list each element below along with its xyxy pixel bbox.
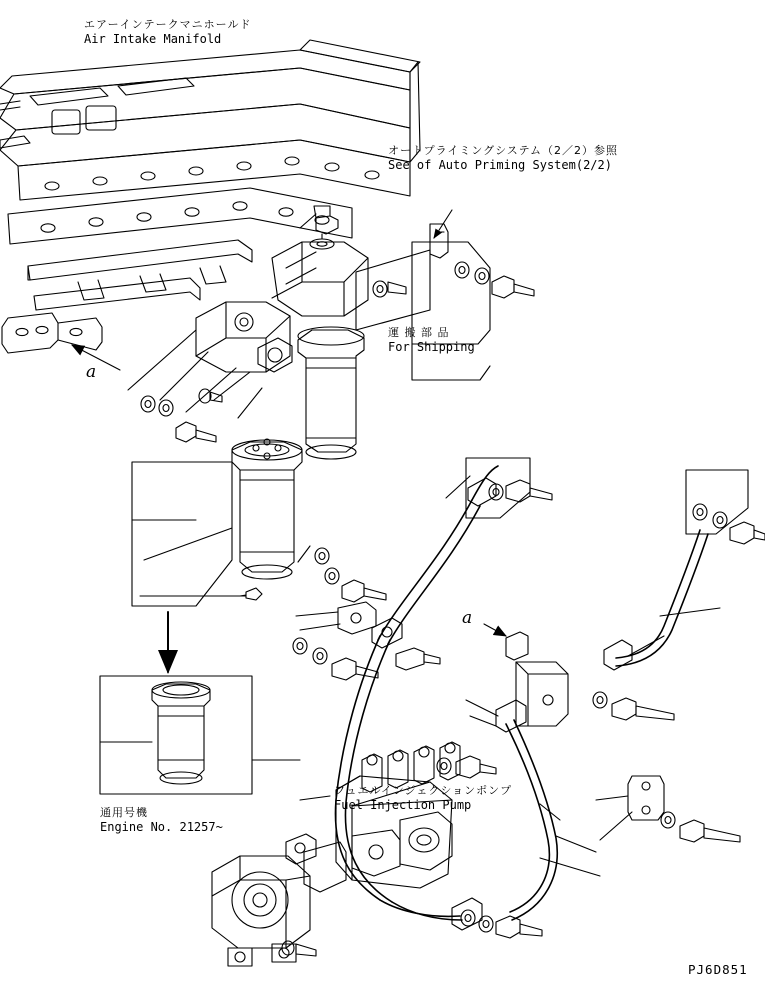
label-auto-priming-system	[388, 144, 618, 173]
filter-detail-box-upper	[132, 462, 246, 606]
label-for-shipping	[388, 326, 475, 355]
engine-no-detail-box	[100, 676, 252, 794]
hardware-cluster-priming	[455, 262, 534, 298]
for-shipping-detail-box	[356, 242, 490, 380]
leader-lines-upper	[128, 214, 316, 418]
label-for-shipping-jp: 運 搬 部 品	[388, 326, 450, 339]
auto-priming-leader	[430, 210, 452, 258]
fuel-lines	[335, 466, 708, 920]
label-engine-no-en: Engine No. 21257~	[100, 819, 223, 834]
callout-a-right: a	[462, 608, 473, 628]
filter-head-assembly	[196, 206, 368, 600]
hardware-cluster-mid	[293, 546, 440, 680]
label-fuel-injection-pump-jp: フュエルインジェクションポンプ	[334, 784, 513, 797]
right-bracket-group	[446, 458, 765, 876]
label-auto-priming-system-en: See of Auto Priming System(2/2)	[388, 157, 612, 172]
pipe-fittings	[372, 478, 632, 930]
fuel-injection-pump	[212, 742, 460, 966]
label-for-shipping-en: For Shipping	[388, 339, 475, 354]
callout-a-left: a	[86, 362, 97, 382]
label-air-intake-manifold-jp: エアーインテークマニホールド	[84, 18, 252, 31]
air-intake-manifold-body	[0, 40, 420, 353]
hardware-cluster-left	[141, 389, 222, 442]
label-engine-no	[100, 806, 223, 835]
label-air-intake-manifold	[84, 18, 251, 47]
label-fuel-injection-pump-en: Fuel Injection Pump	[334, 797, 472, 812]
label-engine-no-jp: 通用号機	[100, 806, 148, 819]
label-air-intake-manifold-en: Air Intake Manifold	[84, 31, 222, 46]
hardware-cluster-bottom	[282, 700, 542, 956]
label-fuel-injection-pump	[334, 784, 512, 813]
label-auto-priming-system-jp: オートプライミングシステム（2／2）参照	[388, 144, 619, 157]
drawing-number: PJ6D851	[688, 962, 748, 977]
callout-a-right-arrow	[484, 624, 528, 660]
